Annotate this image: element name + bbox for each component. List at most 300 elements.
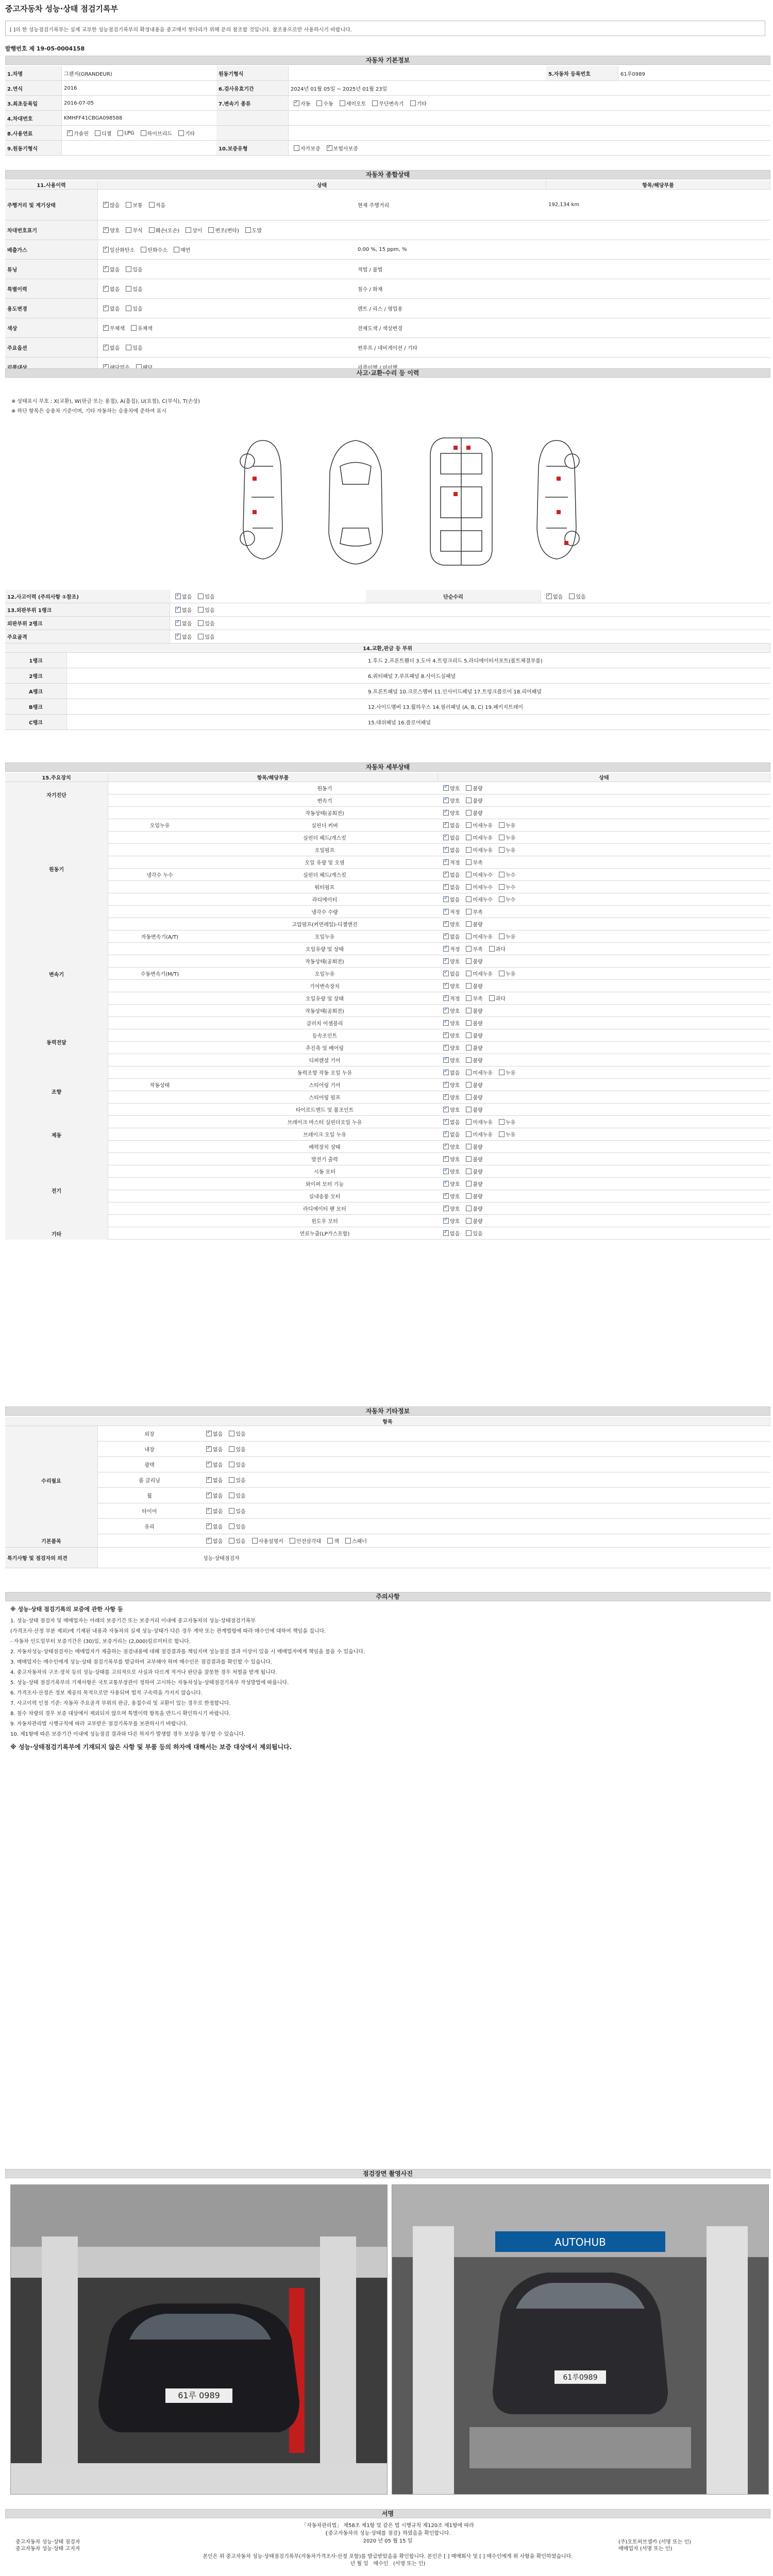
option[interactable] <box>463 920 482 928</box>
option[interactable] <box>566 592 585 600</box>
option[interactable] <box>440 1019 460 1027</box>
option[interactable] <box>463 784 482 792</box>
checkbox[interactable] <box>175 607 181 613</box>
checkbox[interactable] <box>198 634 204 639</box>
checkbox[interactable] <box>499 884 505 890</box>
option[interactable] <box>463 1031 482 1039</box>
option[interactable] <box>226 1430 245 1437</box>
checkbox[interactable] <box>546 594 552 599</box>
option[interactable] <box>440 821 460 829</box>
option[interactable] <box>496 933 515 940</box>
option[interactable] <box>440 1205 460 1212</box>
checkbox[interactable] <box>117 130 123 136</box>
checkbox[interactable] <box>103 227 109 233</box>
checkbox[interactable] <box>499 1070 505 1075</box>
checkbox[interactable] <box>466 896 472 902</box>
checkbox[interactable] <box>327 145 332 151</box>
checkbox[interactable] <box>443 1082 449 1088</box>
option[interactable] <box>291 144 321 152</box>
option[interactable] <box>100 226 120 234</box>
checkbox[interactable] <box>126 202 131 208</box>
checkbox[interactable] <box>443 1206 449 1211</box>
option[interactable] <box>195 592 214 600</box>
checkbox[interactable] <box>499 872 505 877</box>
checkbox[interactable] <box>466 1020 472 1026</box>
option[interactable] <box>203 1476 223 1484</box>
option[interactable] <box>100 265 120 273</box>
checkbox[interactable] <box>126 345 131 350</box>
checkbox[interactable] <box>149 227 155 233</box>
option[interactable] <box>226 1507 245 1515</box>
option[interactable] <box>463 883 493 891</box>
checkbox[interactable] <box>443 1057 449 1063</box>
option[interactable] <box>440 1180 460 1188</box>
option[interactable] <box>440 858 460 866</box>
checkbox[interactable] <box>443 1168 449 1174</box>
checkbox[interactable] <box>206 1431 212 1436</box>
checkbox[interactable] <box>327 1538 333 1544</box>
option[interactable] <box>195 619 214 627</box>
checkbox[interactable] <box>466 971 472 976</box>
option[interactable] <box>342 1537 367 1545</box>
option[interactable] <box>496 895 515 903</box>
checkbox[interactable] <box>466 1206 472 1211</box>
checkbox[interactable] <box>103 306 109 311</box>
option[interactable] <box>440 994 460 1002</box>
checkbox[interactable] <box>443 847 449 853</box>
option[interactable] <box>138 129 172 137</box>
checkbox[interactable] <box>229 1538 234 1544</box>
option[interactable] <box>440 1056 460 1064</box>
checkbox[interactable] <box>443 1131 449 1137</box>
option[interactable] <box>123 344 142 351</box>
checkbox[interactable] <box>499 847 505 853</box>
option[interactable] <box>369 99 404 107</box>
option[interactable] <box>440 920 460 928</box>
option[interactable] <box>114 130 134 136</box>
option[interactable] <box>486 994 506 1002</box>
option[interactable] <box>463 1019 482 1027</box>
checkbox[interactable] <box>245 227 251 233</box>
checkbox[interactable] <box>466 1168 472 1174</box>
checkbox[interactable] <box>443 1193 449 1199</box>
option[interactable] <box>440 1069 460 1076</box>
option[interactable] <box>92 129 111 137</box>
option[interactable] <box>291 99 310 107</box>
option[interactable] <box>100 304 120 312</box>
checkbox[interactable] <box>466 983 472 989</box>
checkbox[interactable] <box>443 1230 449 1236</box>
checkbox[interactable] <box>175 594 181 599</box>
checkbox[interactable] <box>569 594 575 599</box>
checkbox[interactable] <box>466 1230 472 1236</box>
checkbox[interactable] <box>103 286 109 292</box>
checkbox[interactable] <box>206 1493 212 1498</box>
option[interactable] <box>440 895 460 903</box>
option[interactable] <box>123 285 142 293</box>
checkbox[interactable] <box>316 100 322 106</box>
checkbox[interactable] <box>466 1057 472 1063</box>
checkbox[interactable] <box>198 607 204 613</box>
option[interactable] <box>138 246 167 253</box>
option[interactable] <box>203 1492 223 1499</box>
checkbox[interactable] <box>466 1107 472 1112</box>
option[interactable] <box>463 945 482 953</box>
checkbox[interactable] <box>466 1032 472 1038</box>
checkbox[interactable] <box>206 1477 212 1483</box>
checkbox[interactable] <box>198 594 204 599</box>
option[interactable] <box>463 957 482 965</box>
checkbox[interactable] <box>290 1538 295 1544</box>
checkbox[interactable] <box>206 1508 212 1514</box>
checkbox[interactable] <box>466 835 472 840</box>
option[interactable] <box>440 1192 460 1200</box>
option[interactable] <box>440 784 460 792</box>
checkbox[interactable] <box>443 958 449 964</box>
checkbox[interactable] <box>499 822 505 828</box>
checkbox[interactable] <box>466 921 472 927</box>
option[interactable] <box>463 1081 482 1089</box>
option[interactable] <box>463 970 493 977</box>
checkbox[interactable] <box>443 995 449 1001</box>
option[interactable] <box>463 1155 482 1163</box>
option[interactable] <box>172 592 192 600</box>
checkbox[interactable] <box>466 946 472 952</box>
option[interactable] <box>543 592 563 600</box>
checkbox[interactable] <box>466 934 472 939</box>
checkbox[interactable] <box>141 130 146 136</box>
option[interactable] <box>182 226 202 234</box>
option[interactable] <box>226 1537 245 1545</box>
checkbox[interactable] <box>466 872 472 877</box>
checkbox[interactable] <box>466 1144 472 1149</box>
checkbox[interactable] <box>443 884 449 890</box>
option[interactable] <box>440 1044 460 1052</box>
option[interactable] <box>440 1167 460 1175</box>
option[interactable] <box>226 1522 245 1530</box>
checkbox[interactable] <box>443 1156 449 1162</box>
option[interactable] <box>463 858 482 866</box>
option[interactable] <box>496 1130 515 1138</box>
option[interactable] <box>463 982 482 990</box>
option[interactable] <box>463 1007 482 1014</box>
option[interactable] <box>463 1167 482 1175</box>
option[interactable] <box>226 1476 245 1484</box>
option[interactable] <box>440 908 460 916</box>
checkbox[interactable] <box>443 1070 449 1075</box>
checkbox[interactable] <box>443 822 449 828</box>
option[interactable] <box>440 970 460 977</box>
option[interactable] <box>463 1056 482 1064</box>
checkbox[interactable] <box>103 266 109 272</box>
option[interactable] <box>175 129 195 137</box>
checkbox[interactable] <box>499 896 505 902</box>
option[interactable] <box>100 344 120 351</box>
checkbox[interactable] <box>466 785 472 791</box>
checkbox[interactable] <box>67 130 73 136</box>
option[interactable] <box>463 994 482 1002</box>
checkbox[interactable] <box>489 995 495 1001</box>
checkbox[interactable] <box>229 1446 234 1452</box>
option[interactable] <box>440 1229 460 1237</box>
option[interactable] <box>463 821 493 829</box>
option[interactable] <box>226 1445 245 1453</box>
checkbox[interactable] <box>443 1045 449 1050</box>
checkbox[interactable] <box>489 946 495 952</box>
checkbox[interactable] <box>229 1462 234 1467</box>
option[interactable] <box>496 846 515 854</box>
option[interactable] <box>440 1093 460 1101</box>
option[interactable] <box>195 606 214 614</box>
option[interactable] <box>463 1192 482 1200</box>
option[interactable] <box>440 1106 460 1113</box>
option[interactable] <box>463 846 493 854</box>
checkbox[interactable] <box>443 971 449 976</box>
checkbox[interactable] <box>499 971 505 976</box>
option[interactable] <box>463 1044 482 1052</box>
checkbox[interactable] <box>466 1131 472 1137</box>
option[interactable] <box>128 324 153 332</box>
option[interactable] <box>440 1081 460 1089</box>
option[interactable] <box>226 1492 245 1499</box>
checkbox[interactable] <box>410 100 416 106</box>
option[interactable] <box>249 1537 283 1545</box>
checkbox[interactable] <box>443 785 449 791</box>
checkbox[interactable] <box>103 325 109 331</box>
option[interactable] <box>100 201 120 209</box>
checkbox[interactable] <box>340 100 345 106</box>
option[interactable] <box>407 99 427 107</box>
option[interactable] <box>463 871 493 878</box>
option[interactable] <box>463 895 493 903</box>
option[interactable] <box>440 796 460 804</box>
checkbox[interactable] <box>466 884 472 890</box>
option[interactable] <box>146 226 179 234</box>
checkbox[interactable] <box>466 1094 472 1100</box>
checkbox[interactable] <box>466 1119 472 1125</box>
option[interactable] <box>440 1118 460 1126</box>
option[interactable] <box>463 796 482 804</box>
option[interactable] <box>313 99 333 107</box>
checkbox[interactable] <box>466 995 472 1001</box>
option[interactable] <box>337 99 366 107</box>
option[interactable] <box>171 246 190 253</box>
option[interactable] <box>440 1007 460 1014</box>
option[interactable] <box>100 285 120 293</box>
checkbox[interactable] <box>206 1446 212 1452</box>
option[interactable] <box>203 1430 223 1437</box>
option[interactable] <box>440 1155 460 1163</box>
checkbox[interactable] <box>95 130 100 136</box>
option[interactable] <box>496 970 515 977</box>
checkbox[interactable] <box>443 1032 449 1038</box>
checkbox[interactable] <box>294 100 299 106</box>
checkbox[interactable] <box>466 958 472 964</box>
option[interactable] <box>496 1069 515 1076</box>
checkbox[interactable] <box>126 306 131 311</box>
option[interactable] <box>463 1130 493 1138</box>
option[interactable] <box>440 809 460 817</box>
option[interactable] <box>463 1229 482 1237</box>
option[interactable] <box>324 1537 339 1545</box>
checkbox[interactable] <box>252 1538 258 1544</box>
option[interactable] <box>486 945 506 953</box>
option[interactable] <box>463 908 482 916</box>
option[interactable] <box>463 1180 482 1188</box>
checkbox[interactable] <box>103 345 109 350</box>
checkbox[interactable] <box>126 227 131 233</box>
option[interactable] <box>123 265 142 273</box>
option[interactable] <box>324 144 358 152</box>
checkbox[interactable] <box>443 1020 449 1026</box>
option[interactable] <box>440 1130 460 1138</box>
option[interactable] <box>496 1118 515 1126</box>
checkbox[interactable] <box>229 1477 234 1483</box>
checkbox[interactable] <box>206 1538 212 1544</box>
checkbox[interactable] <box>443 872 449 877</box>
checkbox[interactable] <box>466 1045 472 1050</box>
checkbox[interactable] <box>294 145 299 151</box>
checkbox[interactable] <box>443 921 449 927</box>
checkbox[interactable] <box>443 835 449 840</box>
checkbox[interactable] <box>466 909 472 914</box>
checkbox[interactable] <box>499 835 505 840</box>
option[interactable] <box>172 606 192 614</box>
option[interactable] <box>440 945 460 953</box>
checkbox[interactable] <box>443 798 449 803</box>
checkbox[interactable] <box>206 1523 212 1529</box>
option[interactable] <box>146 201 165 209</box>
checkbox[interactable] <box>131 325 137 331</box>
checkbox[interactable] <box>141 247 146 252</box>
option[interactable] <box>463 1217 482 1225</box>
checkbox[interactable] <box>206 1462 212 1467</box>
option[interactable] <box>203 1537 223 1545</box>
option[interactable] <box>496 834 515 841</box>
checkbox[interactable] <box>443 1094 449 1100</box>
option[interactable] <box>496 871 515 878</box>
option[interactable] <box>463 1118 493 1126</box>
checkbox[interactable] <box>443 1107 449 1112</box>
option[interactable] <box>440 933 460 940</box>
checkbox[interactable] <box>126 286 131 292</box>
option[interactable] <box>203 1445 223 1453</box>
checkbox[interactable] <box>443 946 449 952</box>
option[interactable] <box>496 883 515 891</box>
checkbox[interactable] <box>466 1082 472 1088</box>
checkbox[interactable] <box>466 1008 472 1013</box>
option[interactable] <box>463 1106 482 1113</box>
option[interactable] <box>440 1143 460 1150</box>
checkbox[interactable] <box>466 847 472 853</box>
checkbox[interactable] <box>443 1218 449 1224</box>
option[interactable] <box>123 304 142 312</box>
option[interactable] <box>195 633 214 640</box>
option[interactable] <box>287 1537 321 1545</box>
checkbox[interactable] <box>466 1218 472 1224</box>
option[interactable] <box>463 1143 482 1150</box>
option[interactable] <box>100 246 135 253</box>
option[interactable] <box>100 324 125 332</box>
option[interactable] <box>440 834 460 841</box>
option[interactable] <box>203 1461 223 1468</box>
option[interactable] <box>123 201 142 209</box>
option[interactable] <box>205 226 239 234</box>
option[interactable] <box>463 1069 493 1076</box>
option[interactable] <box>64 129 89 137</box>
option[interactable] <box>440 1217 460 1225</box>
checkbox[interactable] <box>466 1070 472 1075</box>
checkbox[interactable] <box>499 934 505 939</box>
checkbox[interactable] <box>174 247 179 252</box>
option[interactable] <box>440 871 460 878</box>
checkbox[interactable] <box>466 798 472 803</box>
checkbox[interactable] <box>466 810 472 816</box>
checkbox[interactable] <box>499 1119 505 1125</box>
checkbox[interactable] <box>149 202 155 208</box>
checkbox[interactable] <box>229 1508 234 1514</box>
checkbox[interactable] <box>372 100 378 106</box>
option[interactable] <box>242 226 262 234</box>
checkbox[interactable] <box>466 1156 472 1162</box>
checkbox[interactable] <box>198 620 204 626</box>
checkbox[interactable] <box>229 1493 234 1498</box>
checkbox[interactable] <box>443 1144 449 1149</box>
checkbox[interactable] <box>175 620 181 626</box>
checkbox[interactable] <box>466 822 472 828</box>
option[interactable] <box>203 1507 223 1515</box>
checkbox[interactable] <box>208 227 214 233</box>
option[interactable] <box>440 957 460 965</box>
checkbox[interactable] <box>443 1008 449 1013</box>
checkbox[interactable] <box>186 227 191 233</box>
option[interactable] <box>463 1205 482 1212</box>
checkbox[interactable] <box>443 810 449 816</box>
checkbox[interactable] <box>499 1131 505 1137</box>
checkbox[interactable] <box>443 1119 449 1125</box>
option[interactable] <box>123 226 142 234</box>
option[interactable] <box>440 1031 460 1039</box>
checkbox[interactable] <box>443 909 449 914</box>
option[interactable] <box>226 1461 245 1468</box>
checkbox[interactable] <box>175 634 181 639</box>
checkbox[interactable] <box>103 202 109 208</box>
checkbox[interactable] <box>443 859 449 865</box>
option[interactable] <box>440 846 460 854</box>
checkbox[interactable] <box>443 983 449 989</box>
checkbox[interactable] <box>178 130 184 136</box>
option[interactable] <box>440 982 460 990</box>
checkbox[interactable] <box>345 1538 351 1544</box>
checkbox[interactable] <box>229 1431 234 1436</box>
option[interactable] <box>172 619 192 627</box>
option[interactable] <box>172 633 192 640</box>
checkbox[interactable] <box>466 1181 472 1187</box>
checkbox[interactable] <box>443 1181 449 1187</box>
checkbox[interactable] <box>229 1523 234 1529</box>
option[interactable] <box>463 834 493 841</box>
option[interactable] <box>440 883 460 891</box>
checkbox[interactable] <box>443 896 449 902</box>
checkbox[interactable] <box>466 1193 472 1199</box>
checkbox[interactable] <box>466 859 472 865</box>
option[interactable] <box>496 821 515 829</box>
checkbox[interactable] <box>126 266 131 272</box>
option[interactable] <box>203 1522 223 1530</box>
checkbox[interactable] <box>443 934 449 939</box>
option[interactable] <box>463 809 482 817</box>
option[interactable] <box>463 1093 482 1101</box>
